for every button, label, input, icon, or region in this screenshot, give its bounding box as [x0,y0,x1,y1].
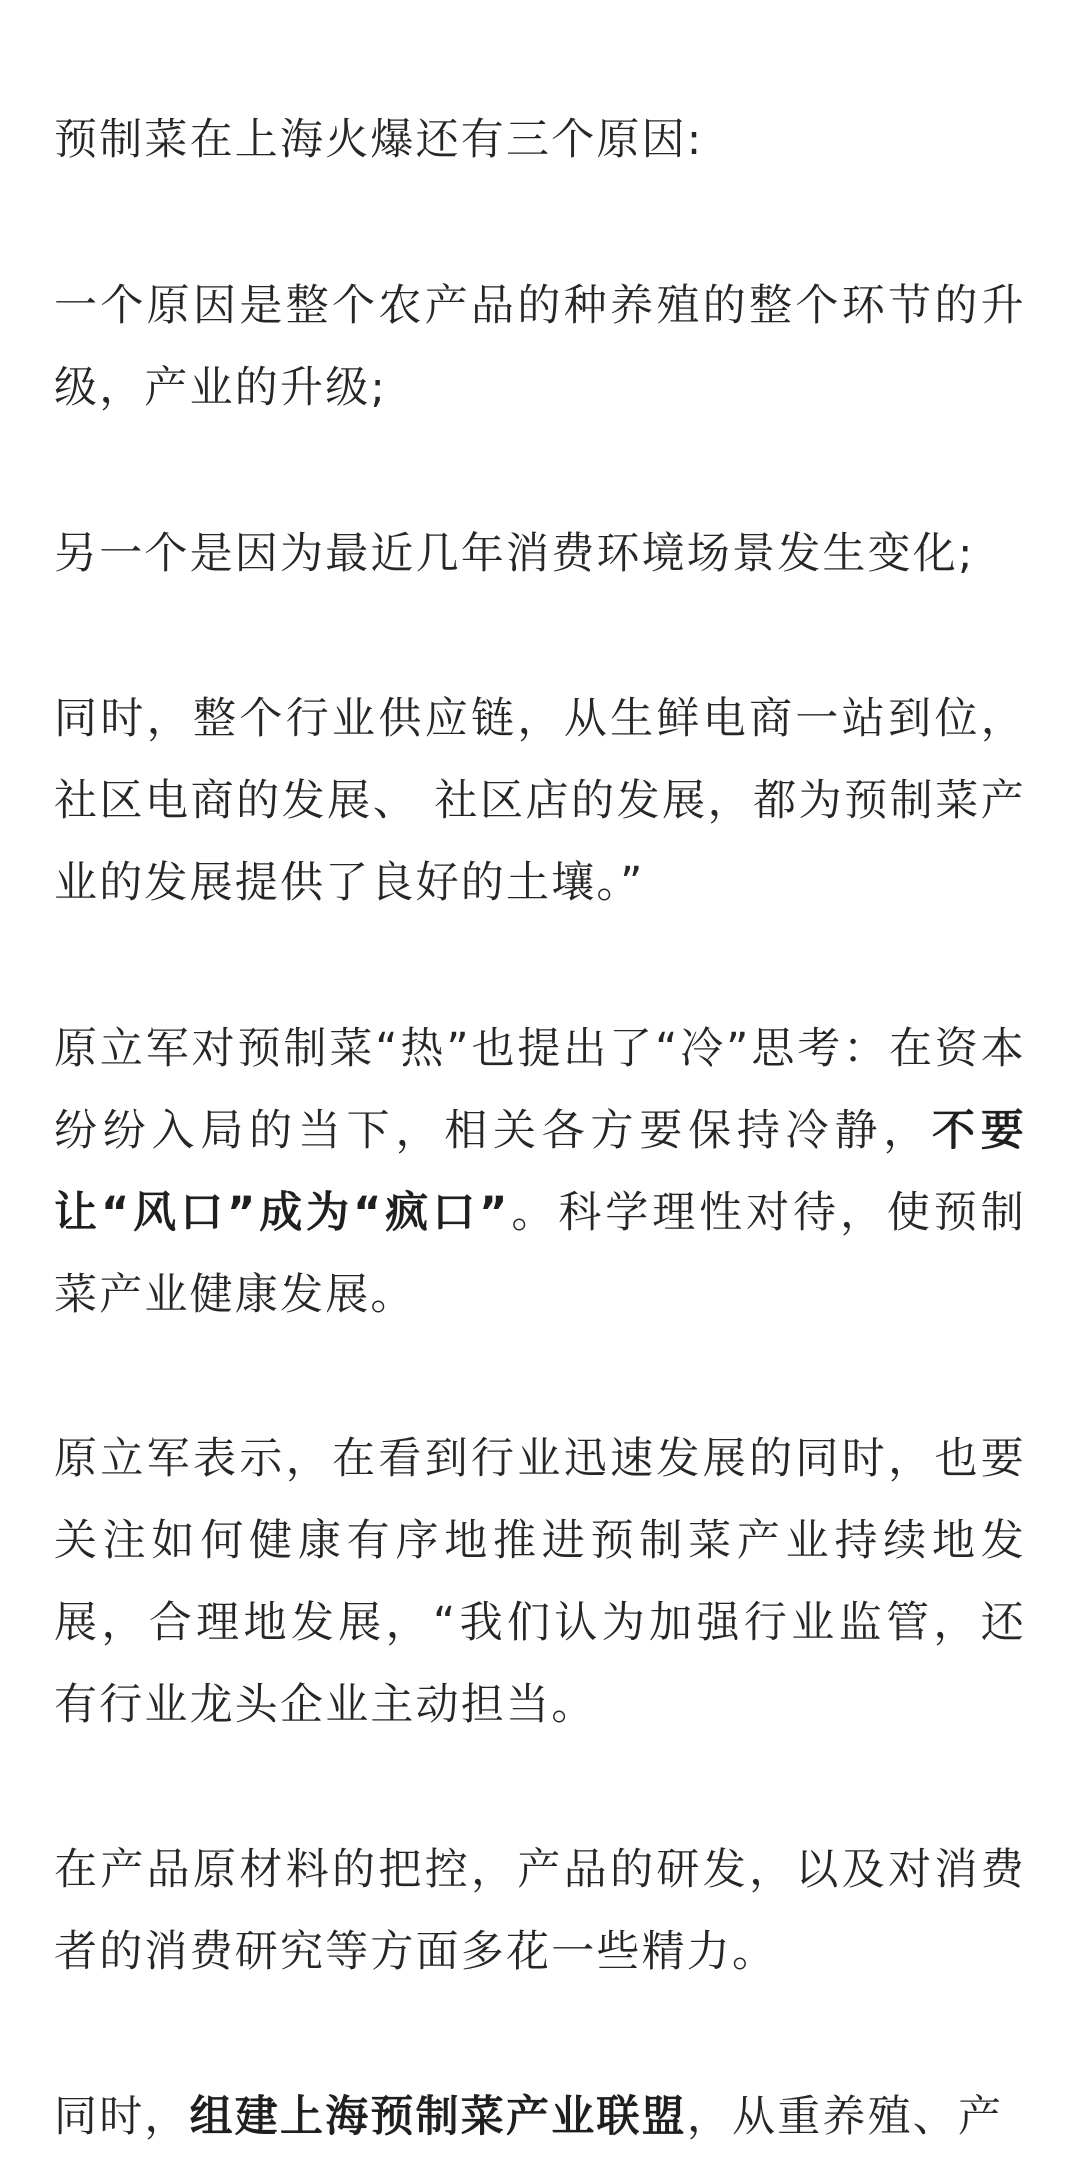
bold-highlight: 组建上海预制菜产业联盟 [189,2092,687,2142]
paragraph-cold-thinking [54,1008,1026,1336]
bold-highlight: 不要让“风口”成为“疯口” [54,1106,1026,1238]
paragraph-alliance [54,2076,1026,2158]
paragraph-text: 原立军对预制菜“热”也提出了“冷”思考：在资本纷纷入局的当下，相关各方要保持冷静， [54,1024,1026,1156]
paragraph-text: ，从重养殖、产 [686,2092,1004,2142]
paragraph-reason-three: 同时，整个行业供应链，从生鲜电商一站到位，社区电商的发展、 社区店的发展，都为预制菜产业的发展提供了良好的土壤。” [54,694,1026,908]
paragraph-research: 在产品原材料的把控，产品的研发，以及对消费者的消费研究等方面多花一些精力。 [54,1845,1026,1977]
paragraph-text: 同时， [54,2092,190,2142]
paragraph-supervision: 原立军表示，在看到行业迅速发展的同时，也要关注如何健康有序地推进预制菜产业持续地发展，合理地发展，“我们认为加强行业监管，还有行业龙头企业主动担当。 [54,1434,1026,1730]
paragraph-text: 。科学理性对待，使预制菜产业健康发展。 [54,1188,1026,1320]
paragraph-reasons-intro: 预制菜在上海火爆还有三个原因: [54,115,704,165]
paragraph-reason-one: 一个原因是整个农产品的种养殖的整个环节的升级，产业的升级; [54,281,1026,413]
paragraph-reason-two: 另一个是因为最近几年消费环境场景发生变化; [54,529,975,579]
